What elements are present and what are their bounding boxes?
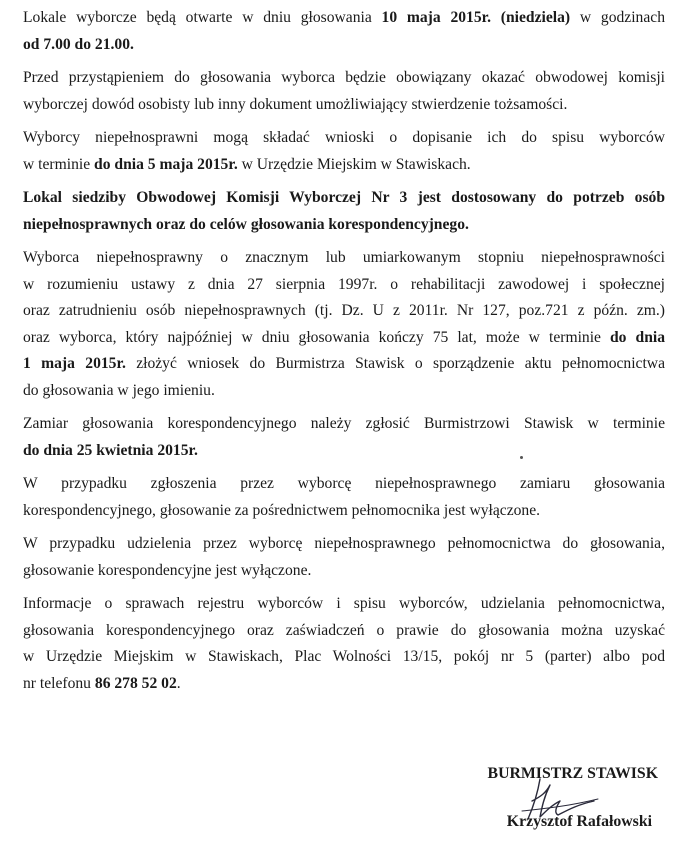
bold-text-run: do dnia 5 maja 2015r. <box>94 155 238 173</box>
text-run: Wyborca niepełnosprawny o znacznym lub umiarkowanym stopniu niepełnosprawności <box>23 249 665 266</box>
text-run: Lokale wyborcze będą otwarte w dniu głosowania <box>23 9 382 26</box>
bold-text-run: niepełnosprawnych oraz do celów głosowania korespondencyjnego. <box>23 215 469 233</box>
text-run: korespondencyjnego, głosowanie za pośrednictwem pełnomocnika jest wyłączone. <box>23 501 541 519</box>
paragraph <box>23 591 665 697</box>
paragraph <box>23 125 665 178</box>
text-run: nr telefonu <box>23 674 95 692</box>
text-line <box>23 92 665 119</box>
text-line <box>23 212 665 239</box>
text-line <box>23 245 665 272</box>
bold-text-run: do dnia 25 kwietnia 2015r. <box>23 441 198 459</box>
text-run: W przypadku udzielenia przez wyborcę niepełnosprawnego pełnomocnictwa do głosowania, <box>23 535 665 552</box>
text-line <box>23 185 665 212</box>
text-line <box>23 591 665 618</box>
bold-text-run: do dnia <box>610 328 665 346</box>
bold-text-run: Lokal siedziby Obwodowej Komisji Wyborczej Nr 3 jest dostosowany do potrzeb osób <box>23 189 665 206</box>
paragraph <box>23 471 665 524</box>
bold-text-run: 86 278 52 02 <box>94 674 177 692</box>
signature-block <box>440 765 670 845</box>
text-run: w Urzędzie Miejskim w Stawiskach, Plac Wolności 13/15, pokój nr 5 (parter) albo pod <box>23 648 665 665</box>
paragraph <box>23 411 665 464</box>
text-run: wyborczej dowód osobisty lub inny dokument umożliwiający stwierdzenie tożsamości. <box>23 95 568 113</box>
text-line <box>23 272 665 299</box>
text-run: głosowanie korespondencyjne jest wyłączone. <box>23 561 312 579</box>
text-line <box>23 378 665 405</box>
text-run: W przypadku zgłoszenia przez wyborcę niepełnosprawnego zamiaru głosowania <box>23 475 665 492</box>
text-run: Wyborcy niepełnosprawni mogą składać wnioski o dopisanie ich do spisu wyborców <box>23 129 665 146</box>
text-line <box>23 125 665 152</box>
text-line <box>23 471 665 498</box>
text-line <box>23 411 665 438</box>
paragraph <box>23 65 665 118</box>
paragraph <box>23 5 665 58</box>
signature-name: Krzysztof Rafałowski <box>506 813 652 830</box>
text-run: w rozumieniu ustawy z dnia 27 sierpnia 1997r. o rehabilitacji zawodowej i społecznej <box>23 275 665 293</box>
text-run: oraz wyborca, który najpóźniej w dniu głosowania kończy 75 lat, może w terminie <box>23 328 610 346</box>
paragraph <box>23 531 665 584</box>
text-line <box>23 351 665 378</box>
text-run: Zamiar głosowania korespondencyjnego należy zgłosić Burmistrzowi Stawisk w terminie <box>23 415 665 432</box>
text-line <box>23 152 665 179</box>
paragraph <box>23 185 665 238</box>
scan-speck <box>520 456 523 459</box>
text-run: . <box>176 674 181 692</box>
text-run: w godzinach <box>570 9 665 26</box>
text-line <box>23 5 665 32</box>
text-line <box>23 531 665 558</box>
bold-text-run: 1 maja 2015r. <box>23 355 126 372</box>
text-run: złożyć wniosek do Burmistrza Stawisk o sporządzenie aktu pełnomocnictwa <box>125 355 665 372</box>
bold-text-run: od 7.00 do 21.00. <box>23 35 134 53</box>
signature-title: BURMISTRZ STAWISK <box>487 765 658 782</box>
text-run: oraz zatrudnieniu osób niepełnosprawnych (tj. Dz. U z 2011r. Nr 127, poz.721 z późn. zm.) <box>23 302 665 319</box>
text-line <box>23 438 665 465</box>
text-line <box>23 65 665 92</box>
text-line <box>23 32 665 59</box>
text-run: w Urzędzie Miejskim w Stawiskach. <box>237 155 471 173</box>
text-line <box>23 298 665 325</box>
paragraph <box>23 245 665 404</box>
bold-text-run: 10 maja 2015r. (niedziela) <box>381 9 571 26</box>
document-body <box>23 5 665 704</box>
text-line <box>23 325 665 352</box>
text-run: Informacje o sprawach rejestru wyborców i spisu wyborców, udzielania pełnomocnictwa, <box>23 595 665 612</box>
text-line <box>23 671 665 698</box>
text-line <box>23 618 665 645</box>
text-line <box>23 644 665 671</box>
text-run: głosowania korespondencyjnego oraz zaświadczeń o prawie do głosowania można uzyskać <box>23 621 665 639</box>
text-line <box>23 558 665 585</box>
text-run: Przed przystąpieniem do głosowania wyborca będzie obowiązany okazać obwodowej komisji <box>23 69 665 86</box>
text-line <box>23 498 665 525</box>
text-run: do głosowania w jego imieniu. <box>23 381 215 399</box>
text-run: w terminie <box>23 155 95 173</box>
